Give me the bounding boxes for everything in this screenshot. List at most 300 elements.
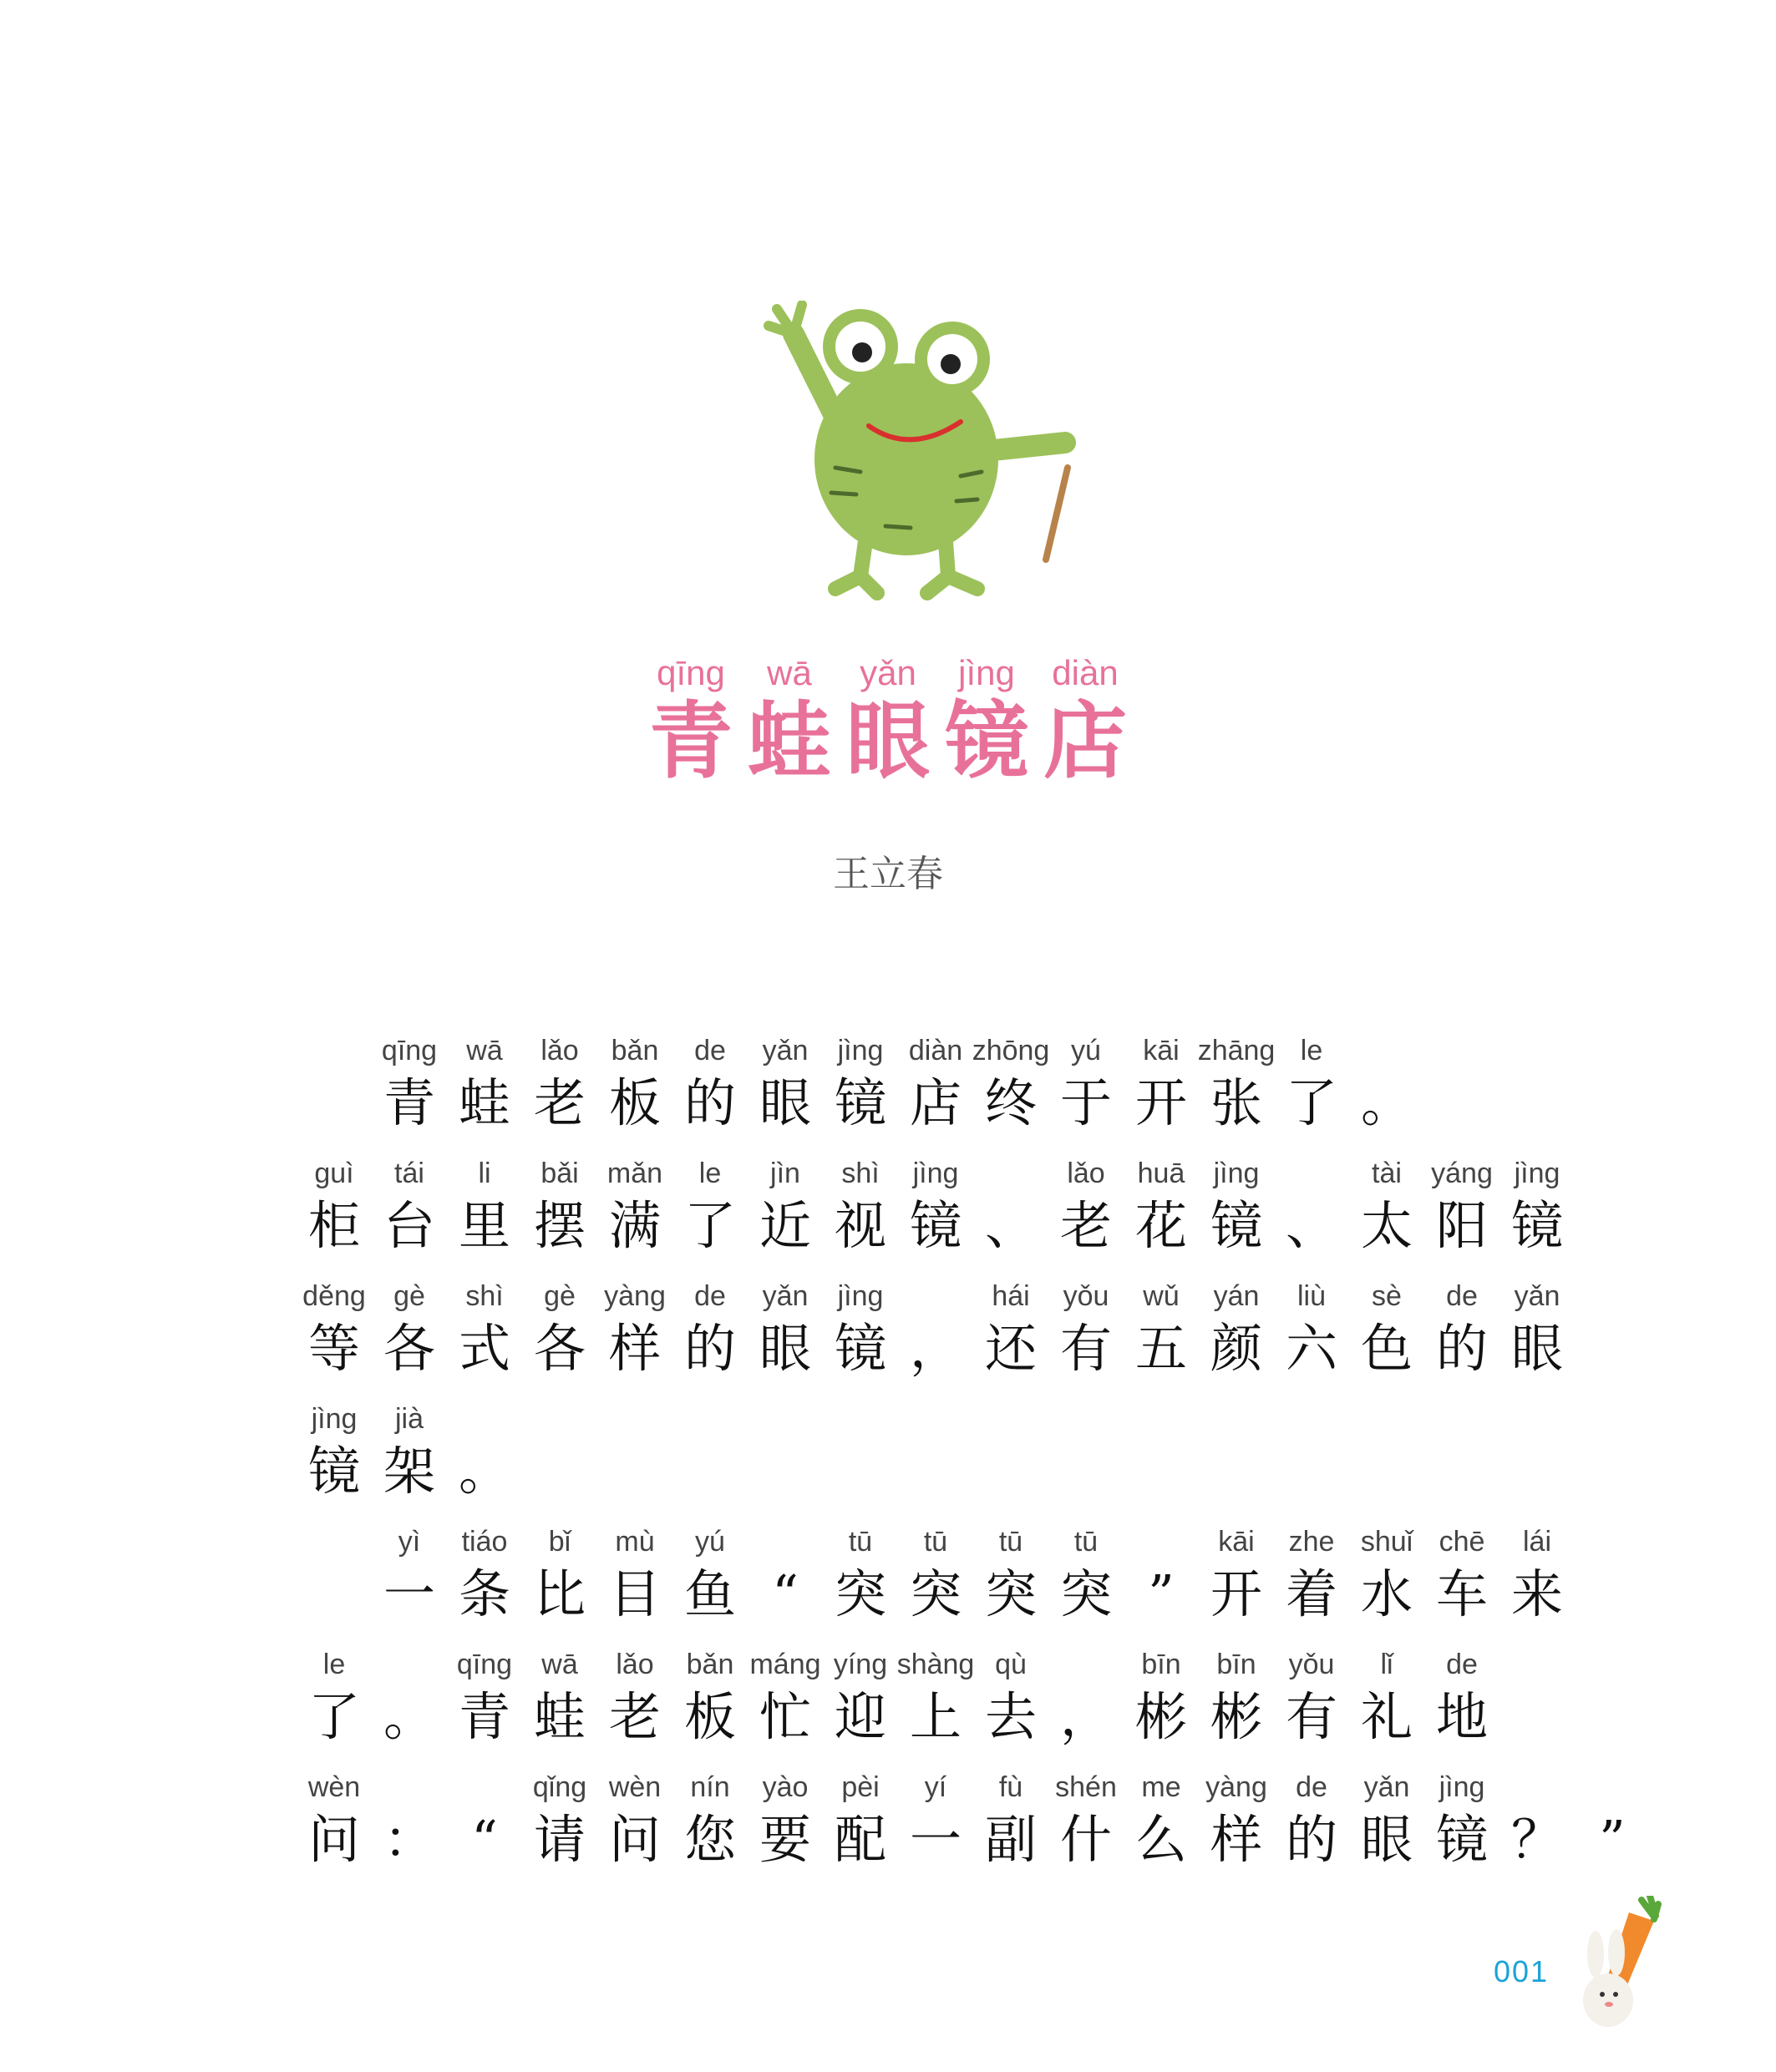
- char-unit: [372, 1277, 447, 1400]
- hanzi: 眼: [1360, 1809, 1413, 1870]
- hanzi: ，: [909, 1318, 962, 1379]
- hanzi: 台: [383, 1195, 435, 1256]
- char-unit: [1048, 1768, 1124, 1891]
- pinyin: bīn: [1216, 1649, 1256, 1680]
- hanzi: 于: [1059, 1072, 1112, 1133]
- pinyin: yú: [695, 1526, 725, 1558]
- hanzi: 礼: [1360, 1686, 1413, 1747]
- pinyin: me: [1141, 1771, 1181, 1803]
- char-unit: [522, 1154, 597, 1277]
- pinyin: jìng: [1213, 1158, 1260, 1189]
- char-unit: [1575, 1768, 1650, 1891]
- pinyin: yáng: [1431, 1158, 1493, 1189]
- pinyin: li: [478, 1158, 491, 1189]
- char-unit: [1048, 1645, 1124, 1768]
- hanzi: 镜: [307, 1441, 360, 1502]
- pinyin: liù: [1296, 1280, 1327, 1312]
- char-unit: [1499, 1522, 1575, 1645]
- pinyin: yàng: [1205, 1771, 1267, 1803]
- char-unit: [748, 1522, 823, 1645]
- char-unit: [297, 1645, 372, 1768]
- pinyin: mǎn: [606, 1158, 663, 1189]
- pinyin: hái: [992, 1280, 1030, 1312]
- hanzi: 柜: [307, 1195, 360, 1256]
- pinyin: tài: [1372, 1158, 1402, 1189]
- hanzi: 镜: [1510, 1195, 1563, 1256]
- char-unit: [447, 1768, 522, 1891]
- char-unit: [297, 1154, 372, 1277]
- hanzi: 问: [307, 1809, 360, 1870]
- pinyin: zhōng: [972, 1035, 1050, 1066]
- pinyin: wèn: [608, 1771, 662, 1803]
- pinyin: de: [1296, 1771, 1327, 1803]
- hanzi: 着: [1285, 1563, 1337, 1624]
- title-hanzi: 青: [649, 692, 733, 790]
- story-title: [0, 651, 1776, 788]
- char-unit: [1124, 1522, 1199, 1645]
- char-unit: [898, 1768, 973, 1891]
- char-unit: [447, 1277, 522, 1400]
- hanzi: 镜: [1210, 1195, 1262, 1256]
- pinyin: sè: [1372, 1280, 1402, 1312]
- hanzi: 突: [909, 1563, 962, 1624]
- char-unit: [297, 1522, 372, 1645]
- hanzi: 等: [307, 1318, 360, 1379]
- pinyin: jià: [394, 1403, 424, 1435]
- hanzi: 彬: [1210, 1686, 1262, 1747]
- pinyin: de: [1446, 1280, 1478, 1312]
- char-unit: [672, 1768, 748, 1891]
- pinyin: bīn: [1141, 1649, 1181, 1680]
- hanzi: 问: [608, 1809, 661, 1870]
- pinyin: fù: [998, 1771, 1023, 1803]
- char-unit: [1349, 1277, 1424, 1400]
- hanzi: 店: [909, 1072, 962, 1133]
- pinyin: de: [1446, 1649, 1478, 1680]
- char-unit: [973, 1522, 1048, 1645]
- char-unit: [1349, 1768, 1424, 1891]
- hanzi: 样: [1210, 1809, 1262, 1870]
- hanzi: 一: [383, 1563, 435, 1624]
- pinyin: qù: [995, 1649, 1027, 1680]
- hanzi: 眼: [759, 1318, 811, 1379]
- hanzi: 蛙: [458, 1072, 510, 1133]
- hanzi: 老: [608, 1686, 661, 1747]
- hanzi: 迎: [834, 1686, 886, 1747]
- hanzi: 阳: [1435, 1195, 1488, 1256]
- hanzi: 各: [533, 1318, 586, 1379]
- char-unit: [1274, 1277, 1349, 1400]
- hanzi: 老: [1059, 1195, 1112, 1256]
- hanzi: 有: [1285, 1686, 1337, 1747]
- title-hanzi: 蛙: [748, 692, 831, 790]
- hanzi: 色: [1360, 1318, 1413, 1379]
- char-unit: [1124, 1031, 1199, 1154]
- hanzi: 五: [1134, 1318, 1187, 1379]
- char-unit: [522, 1031, 597, 1154]
- pinyin: bǐ: [548, 1526, 571, 1558]
- hanzi: 样: [608, 1318, 661, 1379]
- title-char: [839, 651, 937, 788]
- pinyin: tái: [394, 1158, 424, 1189]
- char-unit: [672, 1645, 748, 1768]
- char-unit: [672, 1154, 748, 1277]
- hanzi: 什: [1059, 1809, 1112, 1870]
- hanzi: 青: [458, 1686, 510, 1747]
- pinyin: bǎn: [686, 1649, 734, 1680]
- char-unit: [447, 1154, 522, 1277]
- pinyin: jìng: [837, 1035, 884, 1066]
- char-unit: [823, 1522, 898, 1645]
- pinyin: wā: [466, 1035, 503, 1066]
- title-hanzi: 眼: [846, 692, 930, 790]
- char-unit: [1199, 1031, 1274, 1154]
- hanzi: 一: [909, 1809, 962, 1870]
- pinyin: shì: [465, 1280, 504, 1312]
- pinyin: shàng: [896, 1649, 975, 1680]
- pinyin: yǒu: [1288, 1649, 1335, 1680]
- page-number: 001: [1494, 1954, 1550, 1988]
- pinyin: mù: [615, 1526, 655, 1558]
- char-unit: [1048, 1154, 1124, 1277]
- pinyin: le: [698, 1158, 722, 1189]
- pinyin: yàng: [604, 1280, 666, 1312]
- pinyin: qīng: [456, 1649, 513, 1680]
- char-unit: [898, 1522, 973, 1645]
- pinyin: děng: [302, 1280, 366, 1312]
- hanzi: 地: [1435, 1686, 1488, 1747]
- char-unit: [823, 1768, 898, 1891]
- pinyin: yǎn: [762, 1035, 809, 1066]
- pinyin: huā: [1137, 1158, 1185, 1189]
- hanzi: 。: [458, 1441, 510, 1502]
- char-unit: [1499, 1277, 1575, 1400]
- hanzi: ”: [1599, 1809, 1626, 1870]
- text-line: [297, 1400, 1566, 1522]
- char-unit: [1499, 1154, 1575, 1277]
- hanzi: 、: [1285, 1195, 1337, 1256]
- pinyin: jìng: [912, 1158, 959, 1189]
- hanzi: 了: [1285, 1072, 1337, 1133]
- char-unit: [823, 1645, 898, 1768]
- hanzi: 板: [683, 1686, 736, 1747]
- hanzi: 的: [1435, 1318, 1488, 1379]
- title-pinyin: diàn: [1052, 653, 1119, 692]
- bunny-with-carrot-icon: [1562, 1896, 1671, 2038]
- char-unit: [823, 1277, 898, 1400]
- hanzi: 眼: [1510, 1318, 1563, 1379]
- title-pinyin: jìng: [958, 653, 1015, 692]
- hanzi: 镜: [834, 1318, 886, 1379]
- pinyin: jìng: [1514, 1158, 1560, 1189]
- char-unit: [372, 1154, 447, 1277]
- pinyin: yì: [398, 1526, 421, 1558]
- char-unit: [522, 1645, 597, 1768]
- char-unit: [372, 1522, 447, 1645]
- hanzi: 鱼: [683, 1563, 736, 1624]
- hanzi: 么: [1134, 1809, 1187, 1870]
- char-unit: [447, 1522, 522, 1645]
- text-line: [297, 1768, 1626, 1891]
- hanzi: ，: [1059, 1686, 1112, 1747]
- pinyin: le: [1300, 1035, 1323, 1066]
- title-pinyin: qīng: [657, 653, 725, 692]
- hanzi: 青: [383, 1072, 435, 1133]
- pinyin: tū: [923, 1526, 948, 1558]
- char-unit: [297, 1768, 372, 1891]
- pinyin: shén: [1055, 1771, 1117, 1803]
- pinyin: yí: [924, 1771, 947, 1803]
- char-unit: [1124, 1768, 1199, 1891]
- char-unit: [1048, 1522, 1124, 1645]
- pinyin: kāi: [1143, 1035, 1180, 1066]
- pinyin: lǎo: [616, 1649, 654, 1680]
- char-unit: [823, 1154, 898, 1277]
- char-unit: [372, 1645, 447, 1768]
- char-unit: [973, 1768, 1048, 1891]
- hanzi: ？: [1510, 1809, 1563, 1870]
- pinyin: gè: [544, 1280, 576, 1312]
- hanzi: 颜: [1210, 1318, 1262, 1379]
- char-unit: [297, 1031, 372, 1154]
- pinyin: lǎo: [540, 1035, 579, 1066]
- pinyin: diàn: [908, 1035, 963, 1066]
- pinyin: wèn: [307, 1771, 361, 1803]
- hanzi: 的: [683, 1072, 736, 1133]
- char-unit: [973, 1154, 1048, 1277]
- text-line: [297, 1154, 1566, 1277]
- hanzi: 彬: [1134, 1686, 1187, 1747]
- pinyin: bǎn: [611, 1035, 659, 1066]
- char-unit: [898, 1031, 973, 1154]
- char-unit: [297, 1400, 372, 1522]
- title-pinyin: yǎn: [860, 653, 916, 692]
- hanzi: 请: [533, 1809, 586, 1870]
- hanzi: 忙: [759, 1686, 811, 1747]
- char-unit: [447, 1645, 522, 1768]
- pinyin: jìng: [311, 1403, 358, 1435]
- hanzi: 镜: [1435, 1809, 1488, 1870]
- char-unit: [1274, 1768, 1349, 1891]
- hanzi: 了: [307, 1686, 360, 1747]
- char-unit: [447, 1400, 522, 1522]
- char-unit: [1274, 1522, 1349, 1645]
- pinyin: yú: [1071, 1035, 1101, 1066]
- char-unit: [1424, 1522, 1499, 1645]
- char-unit: [1274, 1645, 1349, 1768]
- hanzi: 突: [984, 1563, 1037, 1624]
- char-unit: [748, 1277, 823, 1400]
- hanzi: 上: [909, 1686, 962, 1747]
- pinyin: guì: [314, 1158, 354, 1189]
- char-unit: [672, 1031, 748, 1154]
- hanzi: 眼: [759, 1072, 811, 1133]
- hanzi: 。: [1360, 1072, 1413, 1133]
- author: 王立春: [833, 853, 943, 895]
- char-unit: [522, 1277, 597, 1400]
- char-unit: [1124, 1154, 1199, 1277]
- frog-illustration: [743, 301, 1111, 610]
- title-char: [642, 651, 740, 788]
- pinyin: yǎn: [1514, 1280, 1560, 1312]
- char-unit: [1424, 1645, 1499, 1768]
- char-unit: [597, 1645, 672, 1768]
- hanzi: 您: [683, 1809, 736, 1870]
- char-unit: [898, 1277, 973, 1400]
- pinyin: tū: [848, 1526, 873, 1558]
- char-unit: [1349, 1645, 1424, 1768]
- title-hanzi: 镜: [945, 692, 1028, 790]
- char-unit: [1424, 1277, 1499, 1400]
- char-unit: [597, 1277, 672, 1400]
- hanzi: 六: [1285, 1318, 1337, 1379]
- pinyin: lǎo: [1067, 1158, 1105, 1189]
- hanzi: 。: [383, 1686, 435, 1747]
- hanzi: 架: [383, 1441, 435, 1502]
- hanzi: 老: [533, 1072, 586, 1133]
- pinyin: yǒu: [1063, 1280, 1109, 1312]
- pinyin: le: [322, 1649, 346, 1680]
- pinyin: tū: [998, 1526, 1023, 1558]
- pinyin: yíng: [833, 1649, 888, 1680]
- pinyin: chē: [1439, 1526, 1485, 1558]
- char-unit: [1199, 1154, 1274, 1277]
- hanzi: 镜: [834, 1072, 886, 1133]
- char-unit: [1199, 1522, 1274, 1645]
- pinyin: qīng: [381, 1035, 438, 1066]
- hanzi: 目: [608, 1563, 661, 1624]
- char-unit: [748, 1031, 823, 1154]
- text-line: [297, 1031, 1566, 1154]
- char-unit: [447, 1031, 522, 1154]
- hanzi: 近: [759, 1195, 811, 1256]
- pinyin: qǐng: [532, 1771, 587, 1803]
- char-unit: [1199, 1645, 1274, 1768]
- pinyin: jìng: [837, 1280, 884, 1312]
- char-unit: [1199, 1277, 1274, 1400]
- char-unit: [1048, 1277, 1124, 1400]
- story-body: [297, 1031, 1626, 1891]
- pinyin: shì: [841, 1158, 880, 1189]
- pinyin: tiáo: [461, 1526, 508, 1558]
- hanzi: 太: [1360, 1195, 1413, 1256]
- pinyin: yán: [1213, 1280, 1260, 1312]
- hanzi: 摆: [533, 1195, 586, 1256]
- char-unit: [1124, 1277, 1199, 1400]
- title-pinyin: wā: [767, 653, 812, 692]
- hanzi: 比: [533, 1563, 586, 1624]
- char-unit: [372, 1031, 447, 1154]
- char-unit: [522, 1522, 597, 1645]
- text-line: [297, 1645, 1566, 1768]
- hanzi: 突: [834, 1563, 886, 1624]
- char-unit: [372, 1768, 447, 1891]
- char-unit: [1424, 1154, 1499, 1277]
- char-unit: [597, 1768, 672, 1891]
- pinyin: máng: [749, 1649, 821, 1680]
- pinyin: tū: [1073, 1526, 1099, 1558]
- title-char: [740, 651, 839, 788]
- hanzi: ”: [1148, 1563, 1175, 1624]
- char-unit: [1349, 1154, 1424, 1277]
- pinyin: gè: [393, 1280, 425, 1312]
- char-unit: [748, 1768, 823, 1891]
- hanzi: 了: [683, 1195, 736, 1256]
- hanzi: 车: [1435, 1563, 1488, 1624]
- hanzi: 各: [383, 1318, 435, 1379]
- hanzi: 视: [834, 1195, 886, 1256]
- char-unit: [1349, 1031, 1424, 1154]
- hanzi: 开: [1210, 1563, 1262, 1624]
- pinyin: pèi: [841, 1771, 880, 1803]
- hanzi: 配: [834, 1809, 886, 1870]
- hanzi: 条: [458, 1563, 510, 1624]
- char-unit: [1124, 1645, 1199, 1768]
- hanzi: 还: [984, 1318, 1037, 1379]
- hanzi: 去: [984, 1686, 1037, 1747]
- pinyin: lái: [1522, 1526, 1552, 1558]
- char-unit: [1274, 1154, 1349, 1277]
- title-hanzi: 店: [1043, 692, 1127, 790]
- text-line: [297, 1522, 1566, 1645]
- char-unit: [973, 1031, 1048, 1154]
- hanzi: 有: [1059, 1318, 1112, 1379]
- hanzi: 、: [984, 1195, 1037, 1256]
- char-unit: [597, 1522, 672, 1645]
- text-line: [297, 1277, 1566, 1400]
- hanzi: 蛙: [533, 1686, 586, 1747]
- pinyin: kāi: [1218, 1526, 1255, 1558]
- pinyin: shuǐ: [1360, 1526, 1413, 1558]
- char-unit: [1349, 1522, 1424, 1645]
- hanzi: 副: [984, 1809, 1037, 1870]
- pinyin: nín: [690, 1771, 730, 1803]
- pinyin: de: [694, 1280, 726, 1312]
- char-unit: [672, 1522, 748, 1645]
- pinyin: zhāng: [1197, 1035, 1276, 1066]
- hanzi: 的: [1285, 1809, 1337, 1870]
- hanzi: “: [772, 1563, 799, 1624]
- char-unit: [898, 1154, 973, 1277]
- hanzi: 终: [984, 1072, 1037, 1133]
- char-unit: [1274, 1031, 1349, 1154]
- frog-icon: [743, 301, 1111, 610]
- char-unit: [898, 1645, 973, 1768]
- pinyin: wā: [541, 1649, 578, 1680]
- hanzi: 开: [1134, 1072, 1187, 1133]
- char-unit: [973, 1277, 1048, 1400]
- char-unit: [597, 1154, 672, 1277]
- pinyin: yǎn: [762, 1280, 809, 1312]
- char-unit: [1499, 1768, 1575, 1891]
- pinyin: jìng: [1439, 1771, 1485, 1803]
- char-unit: [973, 1645, 1048, 1768]
- char-unit: [823, 1031, 898, 1154]
- char-unit: [372, 1400, 447, 1522]
- hanzi: 的: [683, 1318, 736, 1379]
- char-unit: [748, 1154, 823, 1277]
- hanzi: “: [471, 1809, 498, 1870]
- char-unit: [1199, 1768, 1274, 1891]
- pinyin: de: [694, 1035, 726, 1066]
- char-unit: [1424, 1768, 1499, 1891]
- title-char: [1036, 651, 1134, 788]
- char-unit: [672, 1277, 748, 1400]
- char-unit: [748, 1645, 823, 1768]
- char-unit: [297, 1277, 372, 1400]
- char-unit: [522, 1768, 597, 1891]
- pinyin: zhe: [1288, 1526, 1335, 1558]
